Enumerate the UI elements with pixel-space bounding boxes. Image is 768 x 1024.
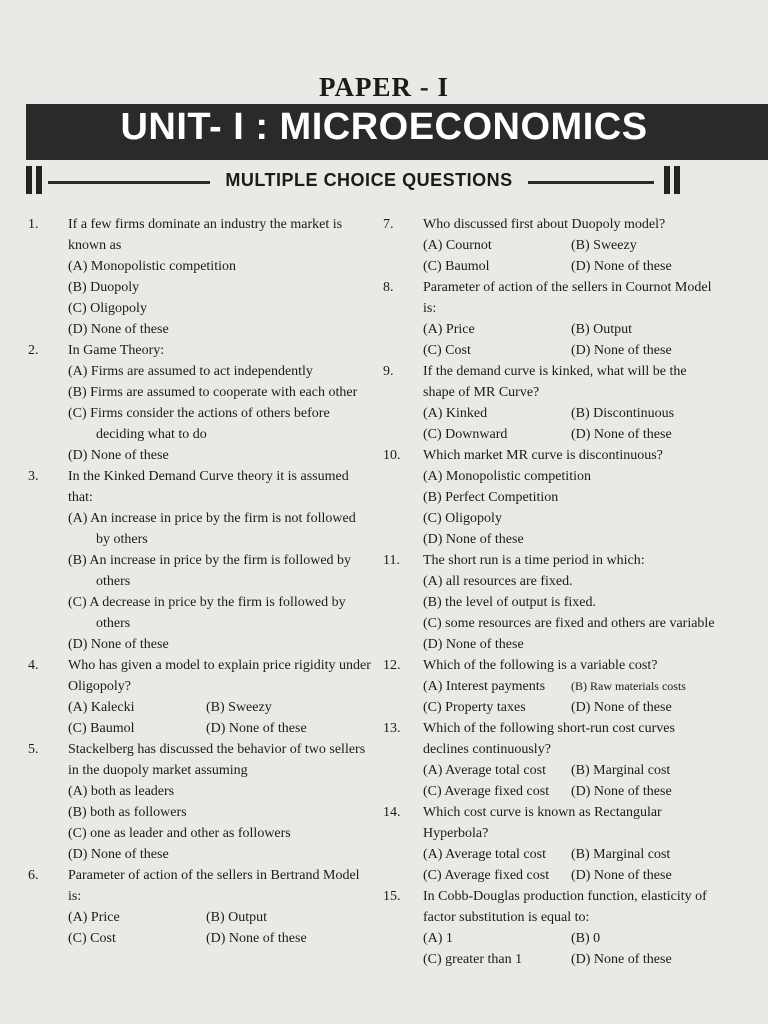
option: (A) Kalecki <box>68 700 135 715</box>
question-number: 4. <box>28 658 39 673</box>
option: (A) Kinked <box>423 406 488 421</box>
question-text: Stackelberg has discussed the behavior of two sellers in the duopoly market assuming <box>68 742 366 778</box>
question-text: If the demand curve is kinked, what will be the shape of MR Curve? <box>423 364 687 400</box>
question-text: In Cobb-Douglas production function, elasticity of factor substitution is equal to: <box>423 889 707 925</box>
option: (A) Cournot <box>423 238 492 253</box>
option: (D) None of these <box>68 448 169 463</box>
section-rule-right <box>528 181 654 184</box>
question-3 <box>28 466 373 655</box>
question-text: Who discussed first about Duopoly model? <box>423 217 666 232</box>
question-11 <box>383 550 718 655</box>
section-bar-right-icon <box>664 166 680 194</box>
option: (C) Average fixed cost <box>423 784 550 799</box>
option: (A) Price <box>68 910 120 925</box>
question-text: Parameter of action of the sellers in Bertrand Model is: <box>68 868 360 904</box>
question-14 <box>383 802 718 886</box>
question-text: In Game Theory: <box>68 343 165 358</box>
right-column <box>383 214 718 970</box>
option: (C) Firms consider the actions of others before deciding what to do <box>68 406 330 442</box>
option: (D) None of these <box>571 700 672 715</box>
option: (C) Oligopoly <box>68 301 147 316</box>
option: (D) None of these <box>68 637 169 652</box>
question-text: Parameter of action of the sellers in Cournot Model is: <box>423 280 712 316</box>
question-9 <box>383 361 718 445</box>
question-number: 15. <box>383 889 401 904</box>
question-number: 10. <box>383 448 401 463</box>
option: (B) the level of output is fixed. <box>423 595 597 610</box>
unit-title: UNIT- I : MICROECONOMICS <box>120 106 648 148</box>
option: (D) None of these <box>423 637 524 652</box>
option: (C) Downward <box>423 427 508 442</box>
option: (D) None of these <box>68 322 169 337</box>
option: (D) None of these <box>206 721 307 736</box>
option: (B) Sweezy <box>206 700 272 715</box>
question-number: 6. <box>28 868 39 883</box>
option: (B) Marginal cost <box>571 847 671 862</box>
question-text: If a few firms dominate an industry the market is known as <box>68 217 343 253</box>
question-number: 1. <box>28 217 39 232</box>
question-1 <box>28 214 373 340</box>
option: (B) Output <box>571 322 633 337</box>
paper-title: PAPER - I <box>319 72 449 102</box>
question-text: Which market MR curve is discontinuous? <box>423 448 663 463</box>
option: (B) Output <box>206 910 268 925</box>
option: (B) Discontinuous <box>571 406 675 421</box>
option: (C) one as leader and other as followers <box>68 826 291 841</box>
option: (D) None of these <box>571 868 672 883</box>
question-6 <box>28 865 373 949</box>
question-number: 11. <box>383 553 400 568</box>
option: (C) Baumol <box>68 721 135 736</box>
question-number: 12. <box>383 658 401 673</box>
question-text: Which of the following is a variable cost? <box>423 658 658 673</box>
option: (D) None of these <box>571 784 672 799</box>
option: (D) None of these <box>206 931 307 946</box>
section-bar-left-icon <box>26 166 42 194</box>
question-number: 13. <box>383 721 401 736</box>
option: (A) 1 <box>423 931 453 946</box>
option: (A) Monopolistic competition <box>68 259 236 274</box>
question-number: 2. <box>28 343 39 358</box>
section-rule-left <box>48 181 210 184</box>
question-2 <box>28 340 373 466</box>
question-text: In the Kinked Demand Curve theory it is assumed that: <box>68 469 349 505</box>
option: (D) None of these <box>571 952 672 967</box>
question-text: The short run is a time period in which: <box>423 553 645 568</box>
option: (B) Duopoly <box>68 280 140 295</box>
question-7 <box>383 214 718 277</box>
option: (B) An increase in price by the firm is followed by others <box>68 553 352 589</box>
option: (C) greater than 1 <box>423 952 523 967</box>
option: (A) Interest payments <box>423 679 546 694</box>
option: (C) Property taxes <box>423 700 526 715</box>
option: (B) Marginal cost <box>571 763 671 778</box>
option: (B) Raw materials costs <box>571 679 686 693</box>
option: (B) both as followers <box>68 805 187 820</box>
option: (C) Cost <box>68 931 116 946</box>
option: (A) Price <box>423 322 475 337</box>
option: (D) None of these <box>571 427 672 442</box>
option: (A) all resources are fixed. <box>423 574 573 589</box>
option: (A) both as leaders <box>68 784 175 799</box>
option: (D) None of these <box>68 847 169 862</box>
option: (B) Sweezy <box>571 238 637 253</box>
option: (B) 0 <box>571 931 601 946</box>
question-12 <box>383 655 718 718</box>
question-text: Who has given a model to explain price rigidity under Oligopoly? <box>68 658 371 694</box>
option: (C) Cost <box>423 343 471 358</box>
option: (A) Average total cost <box>423 847 546 862</box>
option: (C) A decrease in price by the firm is followed by others <box>68 595 346 631</box>
question-text: Which cost curve is known as Rectangular Hyperbola? <box>423 805 662 841</box>
question-number: 14. <box>383 805 401 820</box>
question-4 <box>28 655 373 739</box>
option: (B) Perfect Competition <box>423 490 559 505</box>
question-10 <box>383 445 718 550</box>
option: (A) Firms are assumed to act independently <box>68 364 313 379</box>
option: (C) Oligopoly <box>423 511 502 526</box>
option: (C) Average fixed cost <box>423 868 550 883</box>
option: (A) Monopolistic competition <box>423 469 591 484</box>
option: (D) None of these <box>571 259 672 274</box>
option: (C) some resources are fixed and others are variable <box>423 616 715 631</box>
question-number: 7. <box>383 217 394 232</box>
question-number: 8. <box>383 280 394 295</box>
question-number: 3. <box>28 469 39 484</box>
question-5 <box>28 739 373 865</box>
option: (C) Baumol <box>423 259 490 274</box>
question-15 <box>383 886 718 970</box>
option: (D) None of these <box>571 343 672 358</box>
left-column <box>28 214 373 949</box>
question-text: Which of the following short-run cost curves declines continuously? <box>423 721 675 757</box>
option: (B) Firms are assumed to cooperate with each other <box>68 385 358 400</box>
section-title: MULTIPLE CHOICE QUESTIONS <box>225 170 513 190</box>
option: (D) None of these <box>423 532 524 547</box>
option: (A) An increase in price by the firm is not followed by others <box>68 511 356 547</box>
question-8 <box>383 277 718 361</box>
option: (A) Average total cost <box>423 763 546 778</box>
question-number: 9. <box>383 364 394 379</box>
question-13 <box>383 718 718 802</box>
question-number: 5. <box>28 742 39 757</box>
